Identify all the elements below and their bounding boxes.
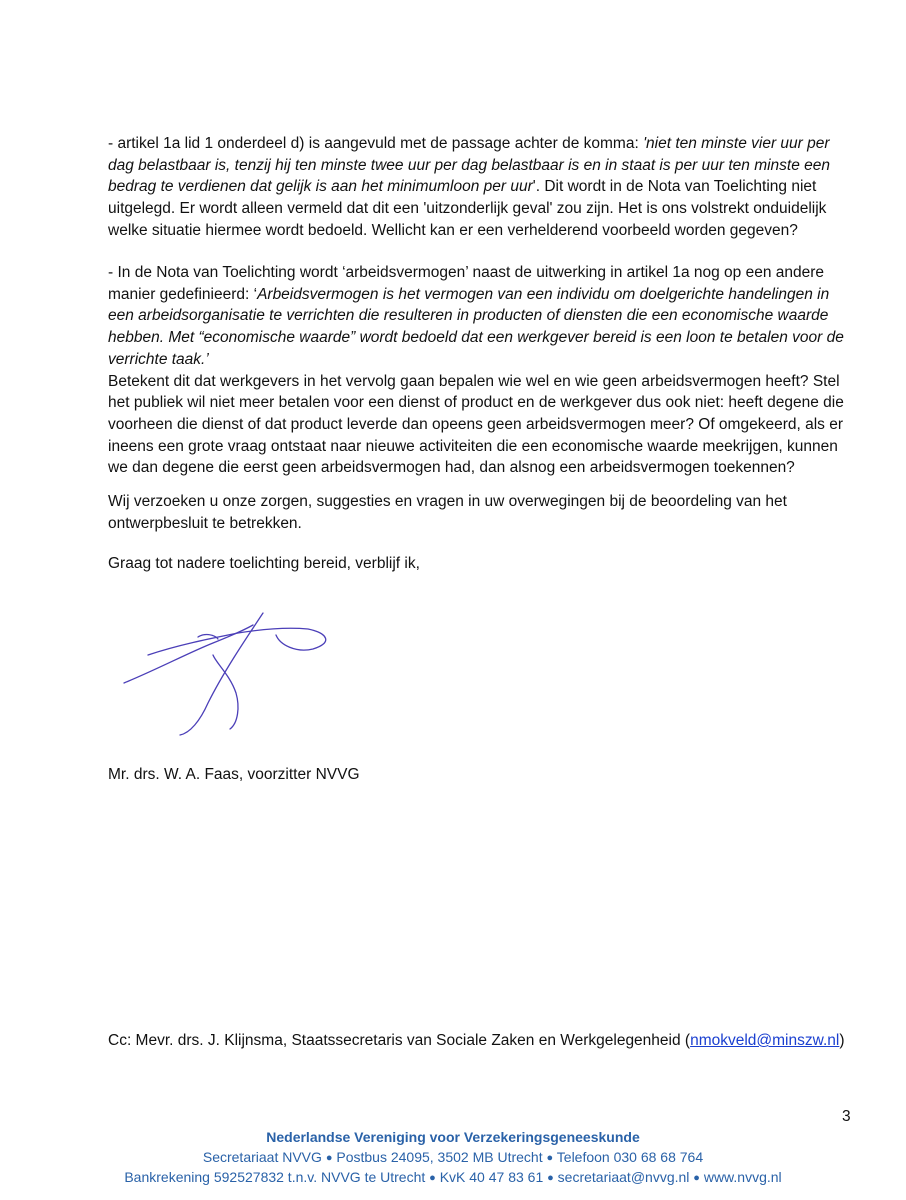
paragraph-lead: - artikel 1a lid 1 onderdeel d) is aangevuld met de passage achter de komma: <box>108 135 644 152</box>
cc-close: ) <box>839 1032 845 1049</box>
paragraph-quote: 'niet ten minste vier uur per dag belastbaar is, tenzij hij ten minste twee uur per dag belastbaar is en in staat is per uur ten minste een bedrag te verdienen dat gelijk is aan het minimumloon per uur <box>108 135 831 196</box>
signature-image <box>118 603 338 743</box>
closing-line: Graag tot nadere toelichting bereid, verblijf ik, <box>108 555 420 572</box>
footer-item: Telefoon 030 68 68 764 <box>556 1149 704 1165</box>
footer-item: Secretariaat NVVG <box>202 1149 322 1165</box>
footer-item: KvK 40 47 83 61 <box>439 1169 544 1185</box>
cc-email-link[interactable]: nmokveld@minszw.nl <box>690 1032 840 1049</box>
cc-line <box>108 1032 845 1050</box>
bullet-separator-icon: ● <box>429 1172 436 1184</box>
cc-text: Cc: Mevr. drs. J. Klijnsma, Staatssecretaris van Sociale Zaken en Werkgelegenheid ( <box>108 1032 691 1049</box>
paragraph-request: Wij verzoeken u onze zorgen, suggesties en vragen in uw overwegingen bij de beoordeling van het ontwerpbesluit te betrekken. <box>108 493 787 532</box>
page-number: 3 <box>842 1108 851 1125</box>
paragraph-quote: Arbeidsvermogen is het vermogen van een individu om doelgerichte handelingen in een arbeidsorganisatie te verrichten die resulteren in producten of diensten die een economische waarde hebben. Met “economische waarde” wordt bedoeld dat een werkgever bereid is een loon te betalen voor de verrichte taak.’ <box>108 285 844 368</box>
paragraph-artikel-1a <box>108 133 853 242</box>
bullet-separator-icon: ● <box>693 1172 700 1184</box>
paragraph-arbeidsvermogen <box>108 262 853 479</box>
footer-bank-line <box>0 1169 906 1185</box>
paragraph-tail: Betekent dit dat werkgevers in het vervolg gaan bepalen wie wel en wie geen arbeidsvermogen heeft? Stel het publiek wil niet meer betalen voor een dienst of product en de werkgever dus ook niet: heeft degene die voorheen die dienst of dat product leverde dan opeens geen arbeidsvermogen meer? Of omgekeerd, als er ineens een grote vraag ontstaat naar nieuwe activiteiten die een economische waarde meekrijgen, kunnen we dan degene die eerst geen arbeidsvermogen had, dan alsnog een arbeidsvermogen toekennen? <box>108 372 844 477</box>
paragraph-lead: - In de Nota van Toelichting wordt ‘arbeidsvermogen’ naast de uitwerking in artikel 1a nog op een andere manier gedefinieerd: ‘ <box>108 264 825 303</box>
paragraph-tail: '. Dit wordt in de Nota van Toelichting niet uitgelegd. Er wordt alleen vermeld dat dit een 'uitzonderlijk geval' zou zijn. Het is ons volstrekt onduidelijk welke situatie hiermee wordt bedoeld. Wellicht kan er een verhelderend voorbeeld worden gegeven? <box>108 178 827 239</box>
footer-email: secretariaat@nvvg.nl <box>557 1169 690 1185</box>
bullet-separator-icon: ● <box>546 1152 554 1164</box>
signer-name: Mr. drs. W. A. Faas, voorzitter NVVG <box>108 766 360 783</box>
bullet-separator-icon: ● <box>547 1172 554 1184</box>
bullet-separator-icon: ● <box>325 1152 333 1164</box>
footer-item: Postbus 24095, 3502 MB Utrecht <box>336 1149 543 1165</box>
footer-contact-line <box>0 1149 906 1165</box>
footer-org-name: Nederlandse Vereniging voor Verzekeringsgeneeskunde <box>266 1129 640 1145</box>
footer-website: www.nvvg.nl <box>703 1169 782 1185</box>
footer-item: Bankrekening 592527832 t.n.v. NVVG te Utrecht <box>124 1169 426 1185</box>
